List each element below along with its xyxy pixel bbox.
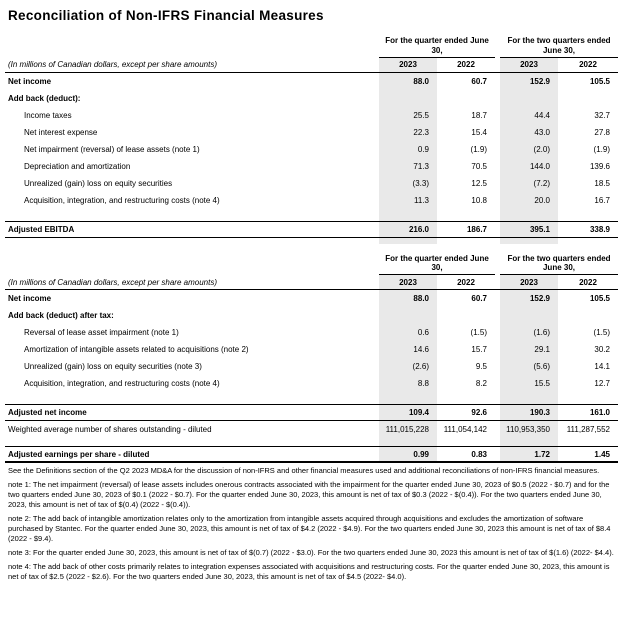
value-cell: 1.45 <box>594 449 610 459</box>
table-group-header-row <box>5 36 618 58</box>
row-label: Acquisition, integration, and restructuring costs (note 4) <box>24 195 220 205</box>
value-cell: 338.9 <box>589 224 610 234</box>
table-row-add-back <box>5 90 618 107</box>
value-cell: (2.0) <box>500 141 558 158</box>
value-cell: 11.3 <box>379 192 437 209</box>
spacer <box>379 238 437 244</box>
row-label: Acquisition, integration, and restructuring costs (note 4) <box>24 379 220 388</box>
year-header: 2022 <box>579 60 597 69</box>
value-cell: 88.0 <box>379 290 437 307</box>
value-cell: 8.8 <box>379 375 437 392</box>
table-row-net-income <box>5 73 618 90</box>
spacer <box>500 238 558 244</box>
value-cell: 71.3 <box>379 158 437 175</box>
table-year-header-row <box>5 275 618 290</box>
spacer <box>437 392 495 404</box>
year-header: 2022 <box>579 277 597 287</box>
value-cell <box>500 90 558 107</box>
value-cell: 18.7 <box>471 110 487 120</box>
value-cell <box>437 90 495 107</box>
value-cell: 60.7 <box>471 76 487 86</box>
row-label: Reversal of lease asset impairment (note 1) <box>24 328 179 337</box>
value-cell <box>437 307 495 324</box>
table-row-net-impairment <box>5 141 618 158</box>
value-cell: 15.4 <box>471 127 487 137</box>
table-year-header-row <box>5 58 618 73</box>
spacer <box>558 238 618 244</box>
value-cell: 111,287,552 <box>566 425 610 434</box>
row-label: Income taxes <box>24 110 72 120</box>
value-cell: 12.5 <box>471 178 487 188</box>
value-cell: 139.6 <box>589 161 610 171</box>
value-cell <box>558 307 618 324</box>
table-row-add-back-after-tax <box>5 307 618 324</box>
year-header: 2022 <box>457 60 475 69</box>
table-row-net-interest <box>5 124 618 141</box>
value-cell: 27.8 <box>594 127 610 137</box>
footnote-note2: note 2: The add back of intangible amortization relates only to the amortization from intangible assets acquired through acquisitions and excludes the amortization of software purchased by Stantec. For the quarter ended June 30, 2023, this amount is net of tax of $4.2 (2022 - $4.9). For the two quarters ended June 30, 2023 this amount is net of tax of $8.4 (2022 - $9.4). <box>8 514 611 543</box>
spacer <box>500 209 558 221</box>
table-row-adjusted-eps <box>5 446 618 463</box>
value-cell: 395.1 <box>500 222 558 237</box>
spacer-row <box>5 209 618 221</box>
value-cell: 14.6 <box>379 341 437 358</box>
spacer-row <box>5 438 618 446</box>
value-cell: 0.6 <box>379 324 437 341</box>
spacer <box>379 438 437 446</box>
value-cell: 92.6 <box>471 408 487 417</box>
value-cell: 30.2 <box>594 345 610 354</box>
value-cell: 43.0 <box>500 124 558 141</box>
value-cell <box>379 307 437 324</box>
footnote-note3: note 3: For the quarter ended June 30, 2023, this amount is net of tax of $(0.7) (2022 - $3.0). For the two quarters ended June 30, 2023 this amount is net of tax of $(1.6) (2022- $4.4). <box>8 548 614 558</box>
value-cell: 0.9 <box>379 141 437 158</box>
value-cell: 29.1 <box>500 341 558 358</box>
value-cell: 32.7 <box>594 110 610 120</box>
value-cell: 20.0 <box>500 192 558 209</box>
value-cell <box>558 90 618 107</box>
value-cell: (1.9) <box>593 144 610 154</box>
value-cell: (1.9) <box>470 144 487 154</box>
row-label: Depreciation and amortization <box>24 161 131 171</box>
year-header: 2023 <box>379 275 437 289</box>
adjusted-ebitda-table <box>5 36 618 244</box>
value-cell: 22.3 <box>379 124 437 141</box>
page-title: Reconciliation of Non-IFRS Financial Measures <box>8 8 324 23</box>
table-row-acquisition-costs <box>5 192 618 209</box>
table-row-net-income <box>5 290 618 307</box>
value-cell: 60.7 <box>471 294 487 303</box>
spacer <box>500 438 558 446</box>
value-cell: (1.6) <box>500 324 558 341</box>
footnote-definitions: See the Definitions section of the Q2 2023 MD&A for the discussion of non-IFRS and other financial measures used and additional reconciliations of non-IFRS financial measures. <box>8 466 600 475</box>
value-cell: (2.6) <box>379 358 437 375</box>
footnote-note1: note 1: The net impairment (reversal) of lease assets includes onerous contracts associated with the impairment for the quarter ended June 30, 2023 of $0.5 (2022 - $0.7) and for the two quarters ended June 30, 2023 of $0.1 (2022 - $0.7). For the quarter ended June 30, 2023, this amount is net of tax of $0.3 (2022 - $(0.4)). For the two quarters ended June 30, 2023, this amount is net of tax of $(0.4) (2022 - $(0.4)). <box>8 480 610 509</box>
value-cell: 152.9 <box>500 290 558 307</box>
spacer <box>500 392 558 404</box>
value-cell: 109.4 <box>379 405 437 420</box>
row-label: Net income <box>8 294 52 303</box>
value-cell: (1.5) <box>470 328 487 337</box>
spacer <box>437 209 495 221</box>
spacer <box>379 209 437 221</box>
spacer <box>379 392 437 404</box>
value-cell: 0.99 <box>379 447 437 461</box>
adjusted-net-income-table <box>5 254 618 464</box>
value-cell: 105.5 <box>589 76 610 86</box>
value-cell: 152.9 <box>500 73 558 90</box>
table-row-weighted-shares <box>5 421 618 438</box>
value-cell: (3.3) <box>379 175 437 192</box>
value-cell: 12.7 <box>594 379 610 388</box>
value-cell: 88.0 <box>379 73 437 90</box>
footnotes <box>5 466 618 582</box>
table-row-amortization-intangibles <box>5 341 618 358</box>
value-cell: 105.5 <box>589 294 610 303</box>
spacer <box>437 438 495 446</box>
group-header-two-quarters: For the two quarters ended June 30, <box>500 36 618 58</box>
row-label: Unrealized (gain) loss on equity securities (note 3) <box>24 362 202 371</box>
value-cell: 18.5 <box>594 178 610 188</box>
table-row-acquisition-costs <box>5 375 618 392</box>
value-cell: 111,015,228 <box>379 421 437 438</box>
value-cell: 186.7 <box>466 224 487 234</box>
table-group-header-row <box>5 254 618 276</box>
value-cell: 16.7 <box>594 195 610 205</box>
year-header: 2022 <box>457 277 475 287</box>
row-label: Adjusted earnings per share - diluted <box>8 449 150 459</box>
spacer <box>558 438 618 446</box>
table-row-unrealized-gain <box>5 175 618 192</box>
value-cell: 161.0 <box>589 408 610 417</box>
row-label: Adjusted EBITDA <box>8 224 75 234</box>
footnote-note4: note 4: The add back of other costs primarily relates to integration expenses associated with acquisitions and restructuring costs. For the quarter ended June 30, 2023, this amount is net of tax of $2.5 (2022 - $2.6). For the two quarters ended June 30, 2023, this amount is net of tax of $4.5 (2022- $4.0). <box>8 562 610 582</box>
table-row-unrealized-gain <box>5 358 618 375</box>
value-cell: 0.83 <box>471 449 487 459</box>
units-label: (In millions of Canadian dollars, except per share amounts) <box>8 277 217 287</box>
table-row-depreciation <box>5 158 618 175</box>
value-cell: 70.5 <box>471 161 487 171</box>
value-cell: 1.72 <box>500 447 558 461</box>
value-cell: 111,054,142 <box>443 425 487 434</box>
value-cell: 216.0 <box>379 222 437 237</box>
value-cell: 44.4 <box>500 107 558 124</box>
row-label: Unrealized (gain) loss on equity securities <box>24 178 173 188</box>
table-row-reversal-lease <box>5 324 618 341</box>
value-cell: 15.5 <box>500 375 558 392</box>
year-header: 2023 <box>500 275 558 289</box>
row-label: Net interest expense <box>24 127 98 137</box>
value-cell: 190.3 <box>500 405 558 420</box>
spacer <box>558 209 618 221</box>
row-label: Amortization of intangible assets related to acquisitions (note 2) <box>24 345 249 354</box>
group-header-quarter: For the quarter ended June 30, <box>379 36 495 58</box>
value-cell: (5.6) <box>500 358 558 375</box>
group-header-quarter: For the quarter ended June 30, <box>379 254 495 276</box>
value-cell: (7.2) <box>500 175 558 192</box>
row-label: Add back (deduct) after tax: <box>8 311 114 320</box>
value-cell <box>500 307 558 324</box>
table-row-income-taxes <box>5 107 618 124</box>
group-header-two-quarters: For the two quarters ended June 30, <box>500 254 618 276</box>
year-header: 2023 <box>379 58 437 72</box>
value-cell: 14.1 <box>594 362 610 371</box>
units-label: (In millions of Canadian dollars, except per share amounts) <box>8 60 217 69</box>
row-label: Net income <box>8 76 52 86</box>
value-cell: 110,953,350 <box>500 421 558 438</box>
row-label: Add back (deduct): <box>8 93 81 103</box>
spacer <box>558 392 618 404</box>
value-cell: (1.5) <box>593 328 610 337</box>
row-label: Net impairment (reversal) of lease assets (note 1) <box>24 144 200 154</box>
row-label: Adjusted net income <box>8 408 87 417</box>
value-cell: 9.5 <box>475 362 487 371</box>
value-cell: 25.5 <box>379 107 437 124</box>
value-cell: 144.0 <box>500 158 558 175</box>
spacer <box>437 238 495 244</box>
value-cell: 15.7 <box>471 345 487 354</box>
table-row-adjusted-net-income <box>5 404 618 421</box>
spacer-row <box>5 392 618 404</box>
value-cell: 10.8 <box>471 195 487 205</box>
table-row-adjusted-ebitda-total <box>5 221 618 238</box>
value-cell <box>379 90 437 107</box>
year-header: 2023 <box>500 58 558 72</box>
value-cell: 8.2 <box>475 379 487 388</box>
row-label: Weighted average number of shares outstanding - diluted <box>8 425 212 434</box>
spacer-row <box>5 238 618 244</box>
